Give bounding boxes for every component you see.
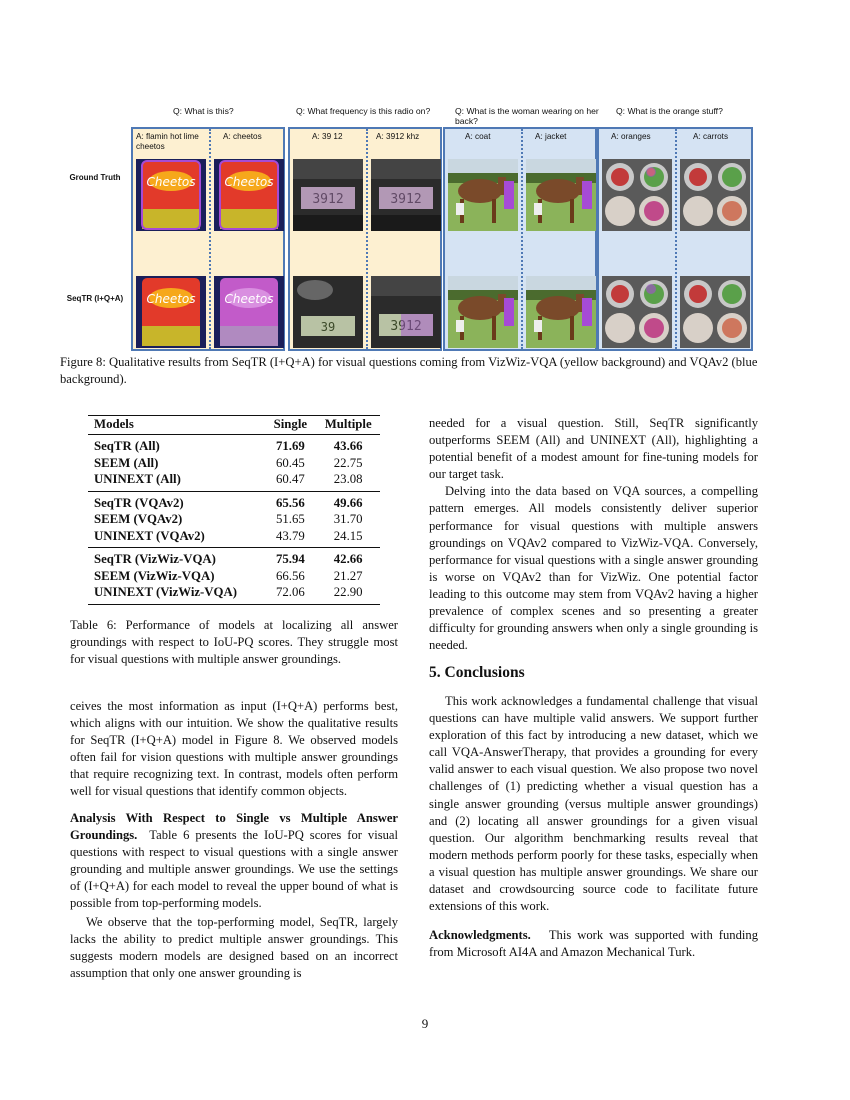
paragraph: needed for a visual question. Still, SeqTR significantly outperforms SEEM (All) and UNINEXT (All), highlighting a potential benefit of a modest amount for fine-tuning models for our target task. — [429, 416, 758, 482]
table-row — [88, 568, 380, 585]
results-table — [88, 415, 380, 605]
section-heading: 5. Conclusions — [429, 664, 525, 681]
model-cell: SeqTR (VizWiz-VQA) — [94, 552, 216, 566]
svg-text:Cheetos: Cheetos — [146, 175, 196, 189]
page-number: 9 — [421, 1016, 429, 1031]
cheetos-bag-photo — [136, 159, 206, 231]
horse-woman-photo — [526, 159, 596, 231]
conclusions-text — [429, 693, 758, 961]
table-row — [88, 435, 380, 455]
table-row — [88, 528, 380, 548]
acknowledgments-body: This work was supported with funding from Microsoft AI4A and Amazon Mechanical Turk. — [429, 928, 758, 960]
paragraph: We observe that the top-performing model, SeqTR, largely lacks the ability to predict multiple answer groundings. This suggests modern models are designed based on an incorrect assumption that only one answer grounding is — [70, 915, 398, 981]
single-score-cell: 71.69 — [275, 439, 305, 453]
paragraph — [70, 810, 398, 913]
model-cell: SeqTR (VQAv2) — [94, 495, 184, 510]
single-score-cell: 65.56 — [275, 495, 305, 510]
answer-label: A: cheetos — [223, 132, 262, 141]
food-tray-photo — [602, 276, 672, 348]
cheetos-bag-photo — [214, 159, 284, 231]
single-score-cell: 60.45 — [275, 455, 305, 470]
example-group-radio — [288, 127, 442, 351]
answer-label: A: 39 12 — [312, 132, 343, 141]
model-cell: UNINEXT (All) — [88, 471, 264, 491]
paragraph — [429, 927, 758, 961]
answer-divider — [521, 129, 523, 349]
example-group-cheetos — [131, 127, 285, 351]
paragraph: This work acknowledges a fundamental challenge that visual questions can have multiple valid answers. We support further exploration of this fact by introducing a new dataset, which we call VQA-AnswerTherapy, that provides a grounding for every valid answer to each visual question. We also propose two novel challenges of (1) predicting whether a visual question has a single answer grounding (versus multiple answer groundings) and (2) locating all answer groundings for a given visual question. Our algorithm benchmarking results reveal that modern methods perform poorly for these tasks, especially when a visual question has multiple answer groundings. We share our dataset and crowdsourcing source code to facilitate future extensions of this work. — [429, 694, 758, 914]
model-cell: SEEM (VizWiz-VQA) — [94, 568, 215, 583]
model-cell: SEEM (VQAv2) — [94, 512, 183, 526]
paragraph-body: Table 6 presents the IoU-PQ scores for visual questions with respect to visual questions with a single answer grounding and multiple answer groundings. We use the settings of (I+Q+A) for each model to reveal the upper bound of what is possible from top-performing models. — [70, 827, 399, 911]
multiple-score-cell: 49.66 — [333, 495, 363, 510]
example-group-food — [597, 127, 753, 351]
radio-display-photo — [293, 276, 363, 348]
figure-caption: Figure 8: Qualitative results from SeqTR (I+Q+A) for visual questions coming from VizWiz-VQA (yellow background) and VQAv2 (blue background). — [60, 355, 758, 386]
row-label-seqtr: SeqTR (I+Q+A) — [66, 294, 124, 303]
right-column-text — [429, 415, 758, 654]
table-header-row — [88, 416, 380, 435]
question-label-1: Q: What is this? — [173, 106, 234, 116]
left-column-text — [70, 698, 398, 983]
model-cell: SEEM (All) — [94, 455, 159, 470]
food-tray-photo — [680, 276, 750, 348]
answer-label: A: coat — [465, 132, 491, 141]
svg-text:3912: 3912 — [390, 192, 422, 207]
multiple-score-cell: 43.66 — [333, 439, 363, 453]
radio-display-photo — [371, 276, 441, 348]
column-header: Single — [264, 416, 314, 435]
acknowledgments-heading: Acknowledgments. — [429, 928, 531, 943]
single-score-cell: 66.56 — [275, 568, 305, 583]
radio-display-photo — [371, 159, 441, 231]
single-score-cell: 51.65 — [275, 512, 305, 526]
multiple-score-cell: 21.27 — [333, 568, 363, 583]
example-group-horse — [443, 127, 597, 351]
question-label-3: Q: What is the woman wearing on her back? — [455, 106, 599, 126]
question-label-2: Q: What frequency is this radio on? — [296, 106, 431, 116]
answer-divider — [209, 129, 211, 349]
answer-label: A: jacket — [535, 132, 567, 141]
horse-woman-photo — [448, 276, 518, 348]
answer-label: A: flamin hot lime cheetos — [136, 132, 199, 151]
table-row — [88, 455, 380, 472]
answer-label: A: 3912 khz — [376, 132, 420, 141]
paragraph: Delving into the data based on VQA sources, a compelling pattern emerges. All models consistently deliver superior performance for visual questions with multiple answers groundings on VQAv2 compared to VizWiz-VQA. Conversely, performance for visual questions with a single answer grounding is worse on VQAv2 than for VizWiz. One potential factor leading to this outcome may stem from VQAv2 having a higher prevalence of complex scenes and so presenting a greater difficulty for grounding answers when only a single grounding is needed. — [429, 484, 758, 653]
question-label-4: Q: What is the orange stuff? — [616, 106, 723, 116]
horse-woman-photo — [526, 276, 596, 348]
multiple-score-cell: 22.75 — [333, 455, 363, 470]
multiple-score-cell: 23.08 — [314, 471, 380, 491]
single-score-cell: 75.94 — [275, 552, 305, 566]
food-tray-photo — [680, 159, 750, 231]
table-caption: Table 6: Performance of models at localizing all answer groundings with respect to IoU-PQ scores. They struggle most for visual questions with multiple answer groundings. — [70, 618, 398, 666]
single-score-cell: 60.47 — [264, 471, 314, 491]
svg-text:3912: 3912 — [390, 319, 422, 334]
svg-text:Cheetos: Cheetos — [224, 292, 274, 306]
cheetos-bag-photo — [214, 276, 284, 348]
model-cell: UNINEXT (VizWiz-VQA) — [88, 584, 264, 604]
multiple-score-cell: 24.15 — [314, 528, 380, 548]
single-score-cell: 43.79 — [264, 528, 314, 548]
food-tray-photo — [602, 159, 672, 231]
paragraph: ceives the most information as input (I+Q+A) performs best, which aligns with our intuition. We show the qualitative results for SeqTR (I+Q+A) model in Figure 8. We observed models often fail for vision questions with multiple answer groundings that require recognizing text. In contrast, models often perform well for visual questions that identify common objects. — [70, 699, 398, 799]
multiple-score-cell: 42.66 — [333, 552, 363, 566]
svg-text:Cheetos: Cheetos — [146, 292, 196, 306]
multiple-score-cell: 22.90 — [314, 584, 380, 604]
column-header: Multiple — [314, 416, 380, 435]
svg-text:Cheetos: Cheetos — [224, 175, 274, 189]
model-cell: SeqTR (All) — [94, 439, 160, 453]
answer-label: A: oranges — [611, 132, 651, 141]
svg-text:39: 39 — [320, 320, 336, 334]
table-row — [88, 548, 380, 568]
multiple-score-cell: 31.70 — [333, 512, 363, 526]
single-score-cell: 72.06 — [264, 584, 314, 604]
figure-8 — [60, 100, 760, 355]
table-row — [88, 491, 380, 511]
table-row — [88, 584, 380, 604]
cheetos-bag-photo — [136, 276, 206, 348]
answer-divider — [675, 129, 677, 349]
table-row — [88, 511, 380, 528]
column-header: Models — [88, 416, 264, 435]
radio-display-photo — [293, 159, 363, 231]
model-cell: UNINEXT (VQAv2) — [88, 528, 264, 548]
paragraph-heading: Analysis With Respect to Single vs Multiple Answer Groundings. — [70, 810, 398, 842]
svg-text:3912: 3912 — [312, 192, 344, 207]
row-label-ground-truth: Ground Truth — [69, 173, 121, 182]
horse-woman-photo — [448, 159, 518, 231]
table-row — [88, 471, 380, 491]
answer-label: A: carrots — [693, 132, 729, 141]
answer-divider — [366, 129, 368, 349]
